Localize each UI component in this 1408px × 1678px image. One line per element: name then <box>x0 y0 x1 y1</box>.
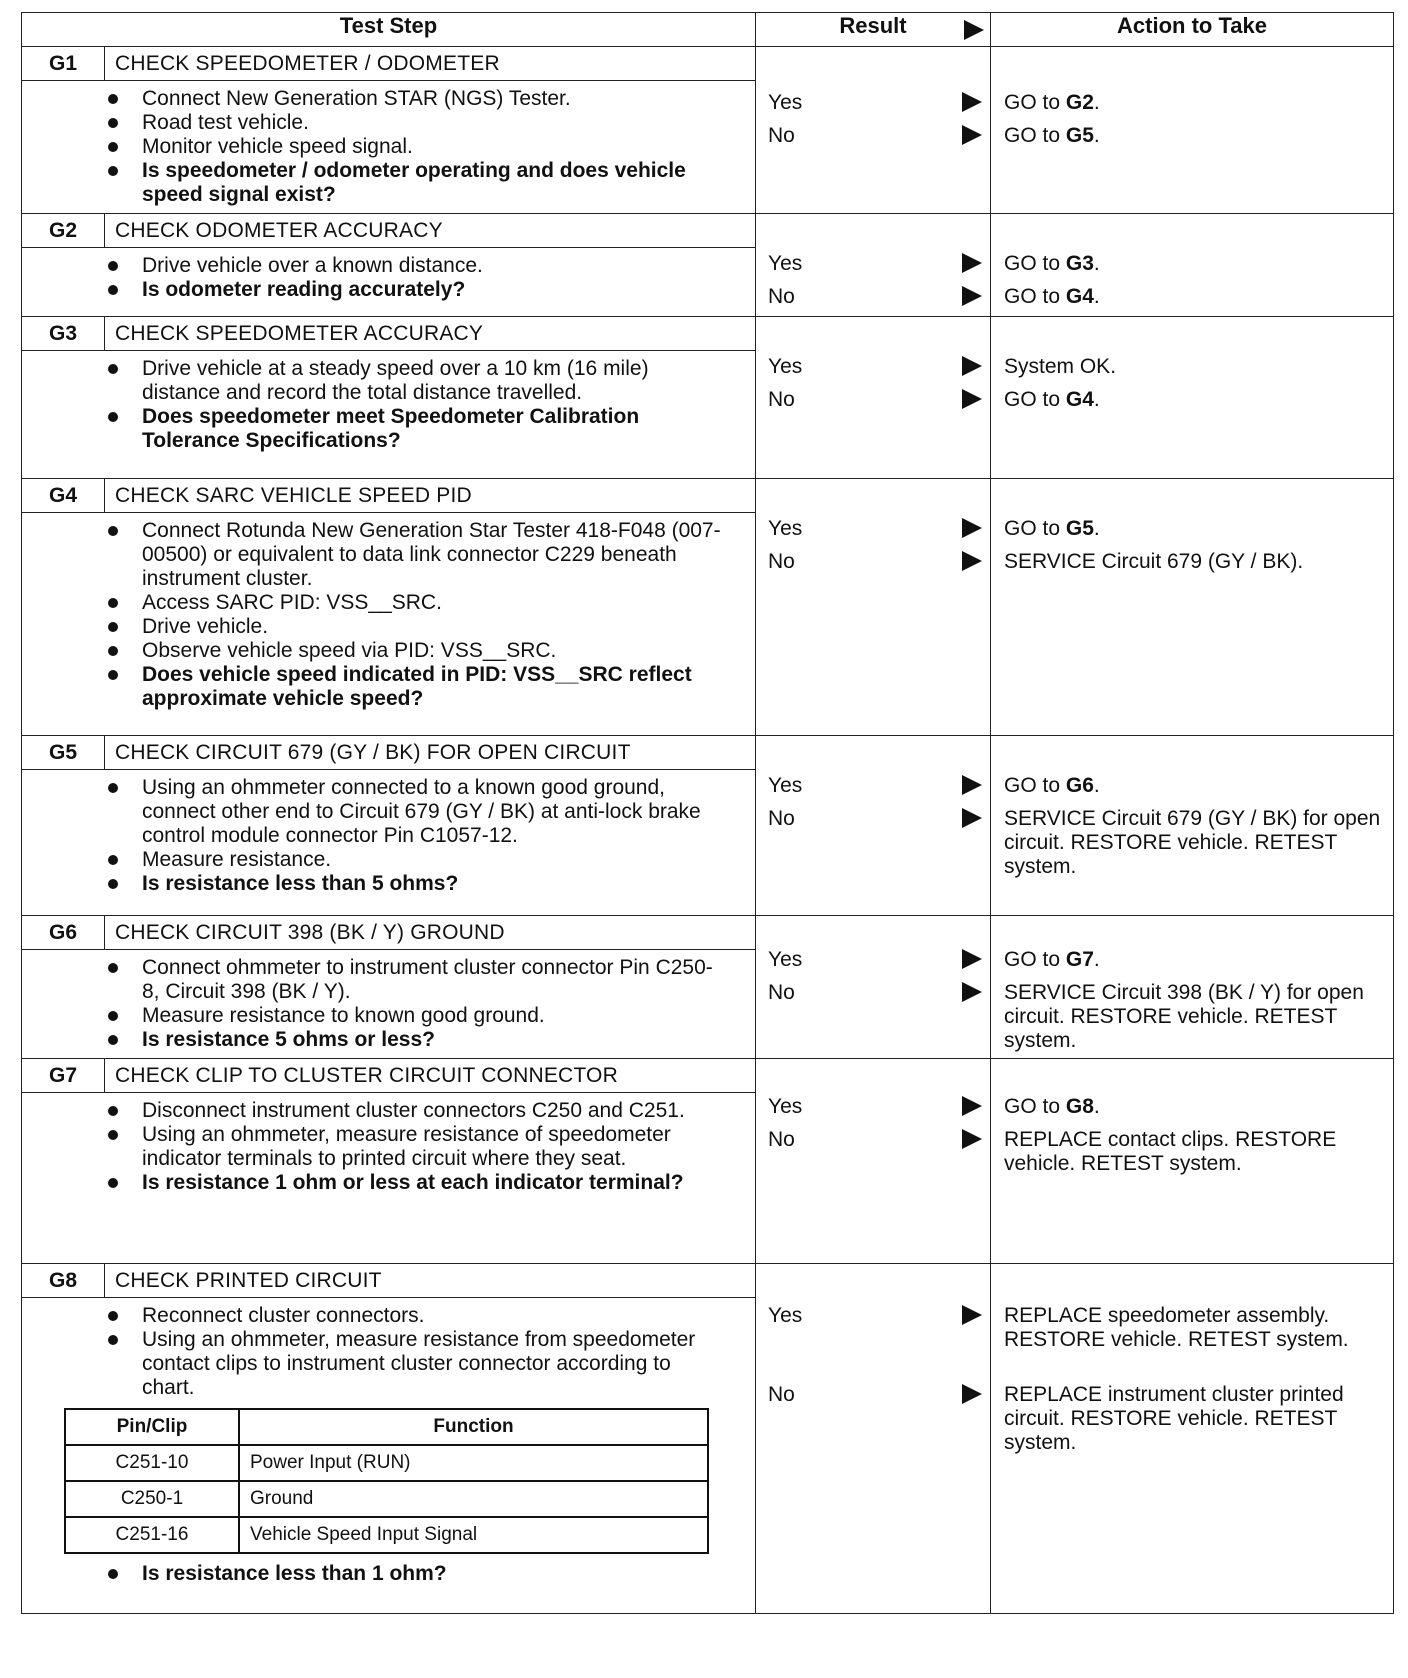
arrow-right-icon <box>962 982 982 1002</box>
result-label: No <box>768 807 795 830</box>
arrow-right-icon <box>962 1384 982 1404</box>
step-bullet-list <box>22 1562 755 1586</box>
step-cell <box>22 1264 756 1614</box>
action-yes <box>1004 1304 1381 1352</box>
result-label: No <box>768 550 795 573</box>
header-result <box>756 13 991 47</box>
action-yes <box>1004 252 1381 276</box>
step-bullet-list <box>22 1304 755 1400</box>
arrow-right-icon <box>962 518 982 538</box>
step-bullet: Measure resistance. <box>142 848 755 872</box>
result-yes <box>768 948 986 972</box>
action-step-ref: G4 <box>1065 388 1094 411</box>
result-label: No <box>768 1383 795 1406</box>
result-yes <box>768 355 986 379</box>
step-bullet: Disconnect instrument cluster connectors C250 and C251. <box>142 1099 755 1123</box>
action-text: REPLACE instrument cluster printed circuit. RESTORE vehicle. RETEST system. <box>1004 1383 1344 1454</box>
action-no <box>1004 981 1381 1053</box>
step-title: CHECK SARC VEHICLE SPEED PID <box>115 484 472 507</box>
result-no <box>768 1383 986 1407</box>
action-no <box>1004 550 1381 574</box>
result-no <box>768 807 986 831</box>
action-step-ref: G7 <box>1065 948 1094 971</box>
step-code: G6 <box>22 916 105 949</box>
step-bullet: Using an ohmmeter connected to a known good ground, connect other end to Circuit 679 (GY / BK) at anti-lock brake control module connector Pin C1057-12. <box>142 776 755 848</box>
step-row-g4 <box>22 479 1394 736</box>
step-title: CHECK PRINTED CIRCUIT <box>115 1269 382 1292</box>
step-bullet-list <box>22 1099 755 1195</box>
action-text: SERVICE Circuit 679 (GY / BK) for open circuit. RESTORE vehicle. RETEST system. <box>1004 807 1381 878</box>
result-label: No <box>768 1128 795 1151</box>
step-cell <box>22 317 756 479</box>
step-bullet-list <box>22 956 755 1052</box>
step-bullet: Reconnect cluster connectors. <box>142 1304 755 1328</box>
step-title-row <box>22 47 755 81</box>
step-title-row <box>22 1059 755 1093</box>
step-question: Is resistance less than 1 ohm? <box>142 1562 755 1586</box>
action-no <box>1004 1383 1381 1455</box>
step-question: Is resistance 1 ohm or less at each indicator terminal? <box>142 1171 755 1195</box>
action-text: GO to <box>1004 91 1066 114</box>
result-cell <box>756 479 991 736</box>
result-label: No <box>768 388 795 411</box>
action-text: GO to <box>1004 1095 1066 1118</box>
result-yes <box>768 517 986 541</box>
step-bullet-list <box>22 254 755 302</box>
pin-table-row <box>65 1445 708 1481</box>
action-step-ref: G3 <box>1065 252 1094 275</box>
result-label: Yes <box>768 91 803 114</box>
step-cell <box>22 1059 756 1264</box>
step-bullet: Observe vehicle speed via PID: VSS__SRC. <box>142 639 755 663</box>
action-text: GO to <box>1004 517 1066 540</box>
step-code: G4 <box>22 479 105 512</box>
step-bullet: Connect ohmmeter to instrument cluster connector Pin C250-8, Circuit 398 (BK / Y). <box>142 956 755 1004</box>
pin-clip-cell: C250-1 <box>65 1481 239 1517</box>
action-yes <box>1004 1095 1381 1119</box>
arrow-right-icon <box>962 949 982 969</box>
action-tail: . <box>1093 948 1100 971</box>
step-code: G7 <box>22 1059 105 1092</box>
diagnostic-table-page <box>21 12 1393 1668</box>
action-tail: . <box>1093 252 1100 275</box>
result-label: Yes <box>768 252 803 275</box>
step-bullet: Monitor vehicle speed signal. <box>142 135 755 159</box>
step-bullet: Using an ohmmeter, measure resistance from speedometer contact clips to instrument cluster connector according to chart. <box>142 1328 755 1400</box>
action-text: SERVICE Circuit 679 (GY / BK). <box>1004 550 1304 573</box>
action-cell <box>991 214 1394 317</box>
result-no <box>768 388 986 412</box>
action-tail: . <box>1093 1095 1100 1118</box>
result-no <box>768 1128 986 1152</box>
action-cell <box>991 1264 1394 1614</box>
arrow-right-icon <box>962 125 982 145</box>
action-cell <box>991 736 1394 916</box>
step-row-g3 <box>22 317 1394 479</box>
step-title-row <box>22 214 755 248</box>
step-title-row <box>22 736 755 770</box>
result-label: Yes <box>768 517 803 540</box>
step-cell <box>22 916 756 1059</box>
result-label: No <box>768 285 795 308</box>
arrow-right-icon <box>962 92 982 112</box>
pin-table-header: Pin/Clip <box>65 1409 239 1445</box>
diagnostic-table <box>21 12 1394 1614</box>
arrow-right-icon <box>962 1305 982 1325</box>
action-step-ref: G5 <box>1065 124 1094 147</box>
arrow-right-icon <box>962 808 982 828</box>
action-tail: . <box>1093 517 1100 540</box>
action-text: REPLACE contact clips. RESTORE vehicle. RETEST system. <box>1004 1128 1337 1175</box>
step-title: CHECK CIRCUIT 398 (BK / Y) GROUND <box>115 921 505 944</box>
action-step-ref: G2 <box>1065 91 1094 114</box>
step-title: CHECK SPEEDOMETER ACCURACY <box>115 322 484 345</box>
action-text: REPLACE speedometer assembly. RESTORE vehicle. RETEST system. <box>1004 1304 1349 1351</box>
header-result-label: Result <box>839 13 907 38</box>
action-yes <box>1004 948 1381 972</box>
result-yes <box>768 252 986 276</box>
action-yes <box>1004 355 1381 379</box>
action-yes <box>1004 517 1381 541</box>
result-no <box>768 124 986 148</box>
step-question: Is odometer reading accurately? <box>142 278 755 302</box>
arrow-right-icon <box>962 1129 982 1149</box>
arrow-right-icon <box>964 20 984 40</box>
action-no <box>1004 285 1381 309</box>
step-code: G2 <box>22 214 105 247</box>
action-text: GO to <box>1004 124 1066 147</box>
action-cell <box>991 479 1394 736</box>
arrow-right-icon <box>962 389 982 409</box>
step-bullet: Drive vehicle over a known distance. <box>142 254 755 278</box>
arrow-right-icon <box>962 253 982 273</box>
action-cell <box>991 317 1394 479</box>
action-no <box>1004 124 1381 148</box>
header-row <box>22 13 1394 47</box>
action-cell <box>991 916 1394 1059</box>
action-no <box>1004 807 1381 879</box>
step-bullet: Drive vehicle at a steady speed over a 10 km (16 mile) distance and record the total distance travelled. <box>142 357 755 405</box>
result-no <box>768 550 986 574</box>
action-no <box>1004 388 1381 412</box>
step-title-row <box>22 317 755 351</box>
arrow-right-icon <box>962 286 982 306</box>
header-test-step: Test Step <box>22 13 756 47</box>
step-bullet: Access SARC PID: VSS__SRC. <box>142 591 755 615</box>
step-code: G5 <box>22 736 105 769</box>
action-step-ref: G5 <box>1065 517 1094 540</box>
result-cell <box>756 1059 991 1264</box>
result-label: Yes <box>768 1095 803 1118</box>
pin-table-row <box>65 1517 708 1553</box>
step-bullet-list <box>22 776 755 896</box>
step-row-g8 <box>22 1264 1394 1614</box>
step-cell <box>22 214 756 317</box>
step-cell <box>22 47 756 214</box>
pin-function-cell: Vehicle Speed Input Signal <box>239 1517 708 1553</box>
action-text: GO to <box>1004 252 1066 275</box>
step-code: G3 <box>22 317 105 350</box>
action-yes <box>1004 774 1381 798</box>
pin-table-header-row <box>65 1409 708 1445</box>
pin-clip-cell: C251-16 <box>65 1517 239 1553</box>
action-step-ref: G8 <box>1065 1095 1094 1118</box>
step-bullet-list <box>22 519 755 711</box>
arrow-right-icon <box>962 551 982 571</box>
action-tail: . <box>1093 91 1100 114</box>
step-code: G1 <box>22 47 105 80</box>
pin-table-header: Function <box>239 1409 708 1445</box>
action-step-ref: G6 <box>1065 774 1094 797</box>
step-title: CHECK CLIP TO CLUSTER CIRCUIT CONNECTOR <box>115 1064 618 1087</box>
step-title: CHECK ODOMETER ACCURACY <box>115 219 443 242</box>
result-no <box>768 285 986 309</box>
result-label: Yes <box>768 948 803 971</box>
step-cell <box>22 479 756 736</box>
result-cell <box>756 916 991 1059</box>
action-tail: . <box>1093 774 1100 797</box>
result-label: No <box>768 124 795 147</box>
step-title-row <box>22 916 755 950</box>
result-yes <box>768 1304 986 1328</box>
result-label: Yes <box>768 1304 803 1327</box>
action-tail: . <box>1093 285 1100 308</box>
pin-table-row <box>65 1481 708 1517</box>
result-yes <box>768 91 986 115</box>
step-question: Does vehicle speed indicated in PID: VSS__SRC reflect approximate vehicle speed? <box>142 663 755 711</box>
step-row-g2 <box>22 214 1394 317</box>
step-title: CHECK CIRCUIT 679 (GY / BK) FOR OPEN CIRCUIT <box>115 741 631 764</box>
step-title-row <box>22 1264 755 1298</box>
result-label: No <box>768 981 795 1004</box>
step-bullet-list <box>22 87 755 207</box>
pin-clip-cell: C251-10 <box>65 1445 239 1481</box>
arrow-right-icon <box>962 1096 982 1116</box>
action-text: GO to <box>1004 285 1066 308</box>
action-text: System OK. <box>1004 355 1117 378</box>
result-cell <box>756 317 991 479</box>
result-yes <box>768 1095 986 1119</box>
result-label: Yes <box>768 774 803 797</box>
step-bullet: Road test vehicle. <box>142 111 755 135</box>
action-cell <box>991 47 1394 214</box>
step-row-g5 <box>22 736 1394 916</box>
step-code: G8 <box>22 1264 105 1297</box>
arrow-right-icon <box>962 775 982 795</box>
result-cell <box>756 736 991 916</box>
step-bullet: Drive vehicle. <box>142 615 755 639</box>
action-step-ref: G4 <box>1065 285 1094 308</box>
step-bullet-list <box>22 357 755 453</box>
step-question: Is speedometer / odometer operating and does vehicle speed signal exist? <box>142 159 755 207</box>
action-text: GO to <box>1004 774 1066 797</box>
arrow-right-icon <box>962 356 982 376</box>
step-row-g6 <box>22 916 1394 1059</box>
pin-function-cell: Ground <box>239 1481 708 1517</box>
result-cell <box>756 1264 991 1614</box>
step-row-g7 <box>22 1059 1394 1264</box>
result-label: Yes <box>768 355 803 378</box>
action-text: GO to <box>1004 948 1066 971</box>
step-cell <box>22 736 756 916</box>
pin-function-cell: Power Input (RUN) <box>239 1445 708 1481</box>
action-tail: . <box>1093 124 1100 147</box>
action-text: SERVICE Circuit 398 (BK / Y) for open circuit. RESTORE vehicle. RETEST system. <box>1004 981 1364 1052</box>
result-no <box>768 981 986 1005</box>
step-question: Is resistance 5 ohms or less? <box>142 1028 755 1052</box>
step-title: CHECK SPEEDOMETER / ODOMETER <box>115 52 500 75</box>
steps-body <box>22 47 1394 1614</box>
step-bullet: Using an ohmmeter, measure resistance of speedometer indicator terminals to printed circuit where they seat. <box>142 1123 755 1171</box>
step-question: Does speedometer meet Speedometer Calibration Tolerance Specifications? <box>142 405 755 453</box>
action-yes <box>1004 91 1381 115</box>
result-cell <box>756 214 991 317</box>
action-no <box>1004 1128 1381 1176</box>
step-row-g1 <box>22 47 1394 214</box>
step-title-row <box>22 479 755 513</box>
action-tail: . <box>1093 388 1100 411</box>
header-action: Action to Take <box>991 13 1394 47</box>
action-text: GO to <box>1004 388 1066 411</box>
step-bullet: Measure resistance to known good ground. <box>142 1004 755 1028</box>
step-bullet: Connect Rotunda New Generation Star Tester 418-F048 (007-00500) or equivalent to data link connector C229 beneath instrument cluster. <box>142 519 755 591</box>
step-bullet: Connect New Generation STAR (NGS) Tester. <box>142 87 755 111</box>
result-cell <box>756 47 991 214</box>
step-question: Is resistance less than 5 ohms? <box>142 872 755 896</box>
pin-function-table <box>64 1408 709 1554</box>
action-cell <box>991 1059 1394 1264</box>
result-yes <box>768 774 986 798</box>
